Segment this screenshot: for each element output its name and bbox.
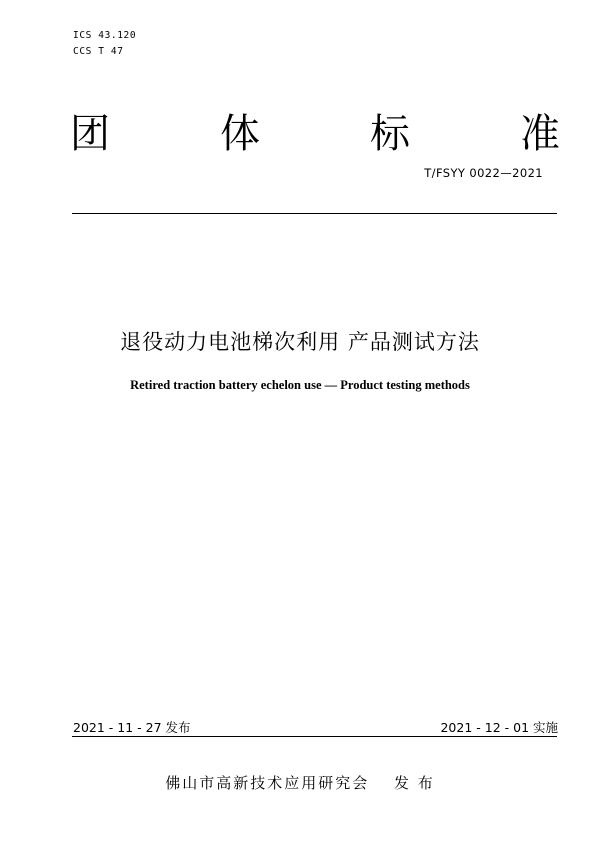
publisher-line — [0, 772, 600, 793]
standard-type-heading — [70, 108, 560, 160]
top-divider — [72, 213, 557, 214]
issue-date: 2021 - 11 - 27 发布 — [73, 720, 191, 735]
implementation-date: 2021 - 12 - 01 实施 — [440, 720, 558, 735]
ics-code: ICS 43.120 — [73, 30, 137, 41]
standard-type-char-2: 体 — [220, 111, 260, 157]
publisher-name: 佛山市高新技术应用研究会 — [165, 774, 370, 792]
bottom-divider — [72, 736, 557, 737]
ccs-code: CCS T 47 — [73, 46, 124, 57]
standard-type-char-3: 标 — [370, 111, 410, 157]
chinese-title: 退役动力电池梯次利用 产品测试方法 — [120, 330, 480, 354]
standard-type-char-1: 团 — [70, 111, 110, 157]
english-title: Retired traction battery echelon use — Product testing methods — [130, 378, 470, 392]
publisher-action: 发 布 — [394, 774, 435, 792]
standard-number: T/FSYY 0022—2021 — [424, 166, 543, 180]
standard-type-char-4: 准 — [520, 111, 560, 157]
